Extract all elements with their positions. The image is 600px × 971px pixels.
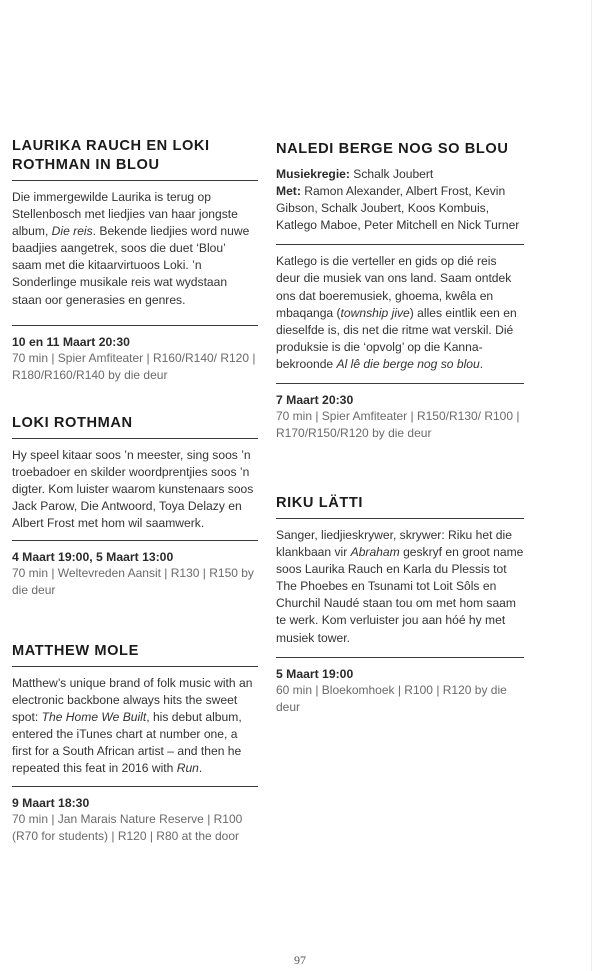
event-credits — [276, 166, 524, 234]
italic-title: Al lê die berge nog so blou — [336, 356, 480, 371]
event-description: Katlego is die verteller en gids op dié reis deur die musiek van ons land. Saam ontdek ons dat boeremusiek, ghoema, kwêla en mbaqanga (township jive) alles eintlik een en dieselfde is, dis net die ritme wat verskil. Dié produksie is die ‘opvolg’ op die Kanna-bekroonde Al lê die berge nog so blou. — [276, 254, 517, 371]
divider — [12, 786, 258, 787]
divider — [276, 518, 524, 519]
divider — [276, 383, 524, 384]
event-title: MATTHEW MOLE — [12, 643, 139, 659]
italic-title: Run — [176, 761, 199, 776]
italic-title: township jive — [340, 305, 410, 320]
event-venue-prices: 60 min | Bloekomhoek | R100 | R120 by die deur — [276, 682, 507, 714]
divider — [12, 540, 258, 541]
event-date: 4 Maart 19:00, 5 Maart 13:00 — [12, 550, 174, 565]
event-title: LOKI ROTHMAN — [12, 415, 133, 431]
event-venue-prices: 70 min | Spier Amfiteater | R160/R140/ R120 | R180/R160/R140 by die deur — [12, 350, 256, 382]
page-number: 97 — [294, 953, 306, 967]
event-description: Hy speel kitaar soos ’n meester, sing soos ’n troebadoer en skilder woordprentjies soos ’n digter. Kom luister waarom kunstenaars soos Jack Parow, Die Antwoord, Toya Delazy en Albert Frost met hom wil saamwerk. — [12, 448, 254, 531]
event-venue-prices: 70 min | Weltevreden Aansit | R130 | R150 by die deur — [12, 566, 254, 598]
event-loki-rothman — [12, 414, 258, 599]
event-date: 9 Maart 18:30 — [12, 795, 90, 810]
divider — [12, 666, 258, 667]
italic-title: Die reis — [51, 224, 93, 239]
event-riku-latti — [276, 494, 524, 716]
event-title: RIKU LÄTTI — [276, 495, 364, 511]
event-matthew-mole — [12, 642, 258, 845]
event-date: 7 Maart 20:30 — [276, 393, 354, 408]
divider — [12, 180, 258, 181]
divider — [12, 325, 258, 326]
event-title: LAURIKA RAUCH EN LOKI ROTHMAN IN BLOU — [12, 138, 210, 173]
divider — [12, 438, 258, 439]
event-description: Die immergewilde Laurika is terug op Stellenbosch met liedjies van haar jongste album, Die reis. Bekende liedjies word nuwe baadjies aangetrek, soos die duet ‘Blou’ saam met die kitaarvirtuoos Loki. ’n Sonderlinge musikale reis wat wydstaan staan oor generasies en genres. — [12, 190, 250, 307]
divider — [276, 657, 524, 658]
italic-title: The Home We Built — [41, 710, 147, 725]
page-edge — [591, 0, 592, 971]
event-title: NALEDI BERGE NOG SO BLOU — [276, 141, 509, 157]
event-date: 5 Maart 19:00 — [276, 666, 354, 681]
credit-cast: Met: Ramon Alexander, Albert Frost, Kevin Gibson, Schalk Joubert, Koos Kombuis, Katlego Maboe, Peter Mitchell en Nick Turner — [276, 184, 520, 233]
event-venue-prices: 70 min | Spier Amfiteater | R150/R130/ R100 | R170/R150/R120 by die deur — [276, 409, 520, 441]
event-venue-prices: 70 min | Jan Marais Nature Reserve | R100 (R70 for students) | R120 | R80 at the door — [12, 811, 243, 843]
credit-music-direction: Musiekregie: Schalk Joubert — [276, 167, 434, 181]
italic-title: Abraham — [350, 545, 400, 560]
event-naledi-berge — [276, 140, 524, 442]
event-date: 10 en 11 Maart 20:30 — [12, 334, 130, 349]
event-description: Matthew’s unique brand of folk music with an electronic backbone always hits the sweet spot: The Home We Built, his debut album, entered the iTunes chart at number one, a first for a South African artist – and then he repeated this feat in 2016 with Run. — [12, 676, 253, 776]
event-description: Sanger, liedjieskrywer, skrywer: Riku het die klankbaan vir Abraham geskryf en groot name soos Laurika Rauch en Karla du Plessis tot The Phoebes en Tsunami tot Loit Sôls en Churchil Naudé staan tou om met hom saam te werk. Kom verluister jou aan hóé hy met musiek tower. — [276, 528, 524, 645]
divider — [276, 244, 524, 245]
event-laurika-rauch — [12, 137, 258, 384]
